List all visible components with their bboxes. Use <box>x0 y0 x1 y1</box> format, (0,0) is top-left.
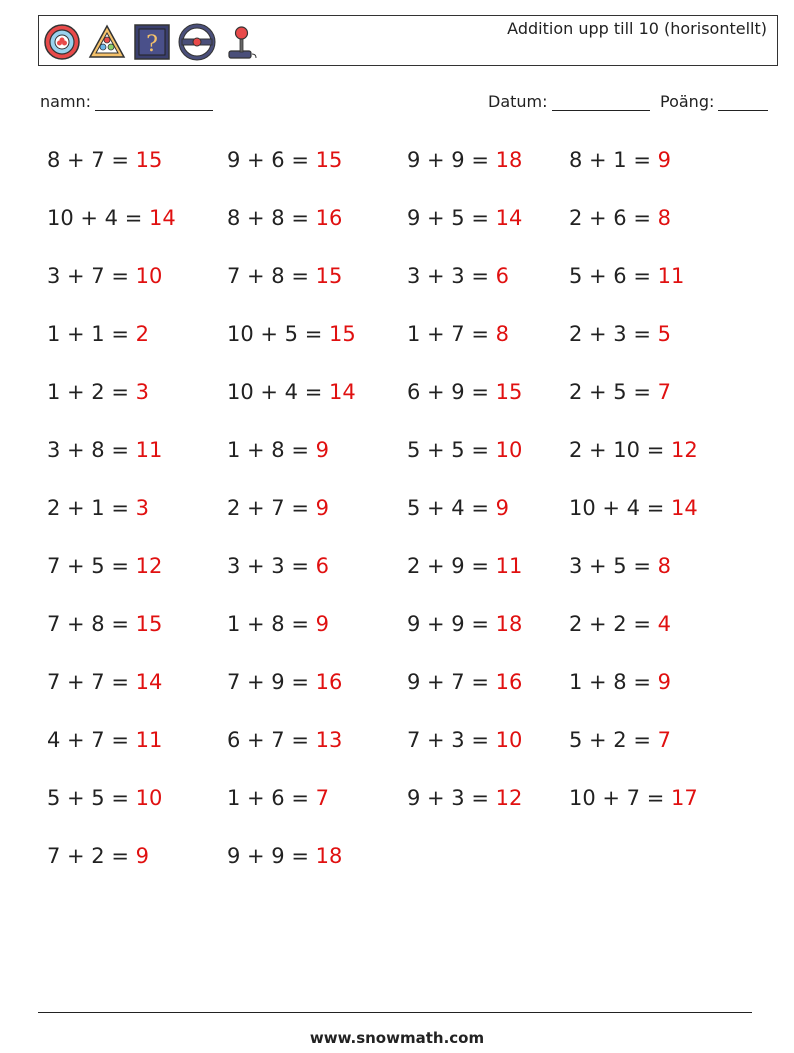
problem-question: 9 + 3 = <box>407 786 496 810</box>
header-box <box>38 15 778 66</box>
problem-answer: 15 <box>315 148 343 172</box>
problem-question: 2 + 2 = <box>569 612 658 636</box>
problem-question: 9 + 9 = <box>407 148 496 172</box>
problem-item <box>227 728 342 752</box>
problem-question: 6 + 9 = <box>407 380 496 404</box>
problem-item <box>47 206 176 230</box>
problem-item <box>569 438 698 462</box>
problem-answer: 12 <box>670 438 698 462</box>
problem-question: 5 + 2 = <box>569 728 658 752</box>
problem-question: 3 + 8 = <box>47 438 136 462</box>
problem-answer: 5 <box>657 322 671 346</box>
problem-question: 2 + 1 = <box>47 496 136 520</box>
problem-item <box>407 438 522 462</box>
problem-item <box>407 148 522 172</box>
joystick-icon <box>223 23 261 61</box>
problem-item <box>47 264 162 288</box>
problem-question: 8 + 7 = <box>47 148 136 172</box>
date-blank[interactable] <box>552 94 650 111</box>
problem-answer: 9 <box>657 670 671 694</box>
problem-question: 7 + 2 = <box>47 844 136 868</box>
problem-answer: 13 <box>315 728 343 752</box>
problem-item <box>407 612 522 636</box>
problem-answer: 9 <box>315 612 329 636</box>
mystery-box-icon <box>133 23 171 61</box>
problem-question: 1 + 6 = <box>227 786 316 810</box>
problem-answer: 18 <box>315 844 343 868</box>
problem-answer: 18 <box>495 148 523 172</box>
problem-answer: 11 <box>135 438 163 462</box>
problem-item <box>47 786 162 810</box>
problem-answer: 6 <box>315 554 329 578</box>
problem-answer: 15 <box>495 380 523 404</box>
problem-answer: 7 <box>657 380 671 404</box>
problem-answer: 16 <box>495 670 523 694</box>
problem-question: 1 + 1 = <box>47 322 136 346</box>
problem-question: 2 + 5 = <box>569 380 658 404</box>
problem-question: 2 + 3 = <box>569 322 658 346</box>
svg-text:?: ? <box>146 32 158 57</box>
problem-item <box>407 786 522 810</box>
problem-answer: 3 <box>135 380 149 404</box>
problem-question: 4 + 7 = <box>47 728 136 752</box>
problem-item <box>569 148 671 172</box>
problem-question: 7 + 3 = <box>407 728 496 752</box>
problem-item <box>227 206 342 230</box>
problem-item <box>47 438 162 462</box>
problem-question: 7 + 8 = <box>47 612 136 636</box>
score-field <box>660 92 768 111</box>
problem-question: 10 + 4 = <box>47 206 149 230</box>
problem-answer: 3 <box>135 496 149 520</box>
problem-item <box>407 322 509 346</box>
problem-item <box>47 554 162 578</box>
problem-answer: 15 <box>315 264 343 288</box>
poker-chip-icon <box>43 23 81 61</box>
billiard-rack-icon <box>88 23 126 61</box>
problem-item <box>569 554 671 578</box>
problem-answer: 14 <box>495 206 523 230</box>
problem-answer: 12 <box>135 554 163 578</box>
problem-answer: 9 <box>657 148 671 172</box>
problem-answer: 14 <box>135 670 163 694</box>
problem-question: 7 + 9 = <box>227 670 316 694</box>
problem-item <box>227 786 329 810</box>
problem-question: 3 + 3 = <box>407 264 496 288</box>
problem-question: 6 + 7 = <box>227 728 316 752</box>
problem-item <box>47 670 162 694</box>
name-field <box>40 92 213 111</box>
problem-question: 9 + 6 = <box>227 148 316 172</box>
problem-question: 3 + 3 = <box>227 554 316 578</box>
problem-item <box>47 148 162 172</box>
problem-item <box>227 554 329 578</box>
problem-answer: 6 <box>495 264 509 288</box>
problem-question: 2 + 9 = <box>407 554 496 578</box>
problem-question: 2 + 10 = <box>569 438 671 462</box>
problem-question: 5 + 5 = <box>407 438 496 462</box>
problem-item <box>47 728 162 752</box>
problem-answer: 14 <box>328 380 356 404</box>
problem-item <box>407 264 509 288</box>
problem-item <box>407 496 509 520</box>
problem-item <box>227 612 329 636</box>
worksheet-title: Addition upp till 10 (horisontellt) <box>507 19 767 38</box>
problem-answer: 14 <box>148 206 176 230</box>
problem-question: 10 + 4 = <box>569 496 671 520</box>
problem-item <box>569 728 671 752</box>
problem-answer: 10 <box>135 786 163 810</box>
problem-question: 1 + 7 = <box>407 322 496 346</box>
problem-item <box>407 554 522 578</box>
problem-answer: 9 <box>495 496 509 520</box>
problem-item <box>47 496 149 520</box>
problem-question: 10 + 4 = <box>227 380 329 404</box>
problem-question: 1 + 8 = <box>227 612 316 636</box>
problem-answer: 15 <box>328 322 356 346</box>
problem-question: 5 + 4 = <box>407 496 496 520</box>
problem-item <box>569 670 671 694</box>
problem-answer: 9 <box>315 496 329 520</box>
problem-item <box>569 380 671 404</box>
problem-item <box>47 844 149 868</box>
problem-item <box>47 380 149 404</box>
problem-answer: 9 <box>315 438 329 462</box>
problem-item <box>47 612 162 636</box>
problem-item <box>47 322 149 346</box>
score-blank[interactable] <box>718 94 768 111</box>
problem-question: 7 + 5 = <box>47 554 136 578</box>
problem-answer: 12 <box>495 786 523 810</box>
problem-question: 9 + 9 = <box>407 612 496 636</box>
problem-answer: 4 <box>657 612 671 636</box>
problem-item <box>227 496 329 520</box>
date-field <box>488 92 650 111</box>
problem-question: 3 + 5 = <box>569 554 658 578</box>
problem-question: 5 + 5 = <box>47 786 136 810</box>
problem-question: 10 + 5 = <box>227 322 329 346</box>
problem-item <box>407 206 522 230</box>
problem-answer: 11 <box>135 728 163 752</box>
problem-item <box>407 728 522 752</box>
problem-question: 9 + 7 = <box>407 670 496 694</box>
problem-item <box>227 148 342 172</box>
steering-wheel-icon <box>178 23 216 61</box>
problem-question: 7 + 8 = <box>227 264 316 288</box>
problem-item <box>227 438 329 462</box>
problem-answer: 10 <box>495 728 523 752</box>
problem-item <box>227 844 342 868</box>
problem-item <box>227 264 342 288</box>
name-blank[interactable] <box>95 94 213 111</box>
problem-item <box>569 786 698 810</box>
problem-question: 5 + 6 = <box>569 264 658 288</box>
problem-question: 9 + 5 = <box>407 206 496 230</box>
problem-answer: 15 <box>135 148 163 172</box>
problem-item <box>569 322 671 346</box>
problem-answer: 15 <box>135 612 163 636</box>
problem-answer: 7 <box>315 786 329 810</box>
problem-question: 1 + 8 = <box>569 670 658 694</box>
problem-question: 1 + 2 = <box>47 380 136 404</box>
problem-answer: 11 <box>495 554 523 578</box>
problem-item <box>407 670 522 694</box>
footer-url[interactable]: www.snowmath.com <box>309 1029 485 1047</box>
problem-answer: 8 <box>657 554 671 578</box>
problem-question: 10 + 7 = <box>569 786 671 810</box>
problem-item <box>227 322 356 346</box>
problem-answer: 17 <box>670 786 698 810</box>
problem-question: 8 + 1 = <box>569 148 658 172</box>
problem-question: 8 + 8 = <box>227 206 316 230</box>
problem-question: 9 + 9 = <box>227 844 316 868</box>
problem-answer: 8 <box>495 322 509 346</box>
problem-item <box>569 496 698 520</box>
problem-answer: 8 <box>657 206 671 230</box>
problem-question: 3 + 7 = <box>47 264 136 288</box>
problem-item <box>227 380 356 404</box>
problem-item <box>227 670 342 694</box>
problem-item <box>407 380 522 404</box>
name-label: namn: <box>40 92 92 111</box>
footer-divider <box>38 1012 752 1013</box>
problem-answer: 18 <box>495 612 523 636</box>
problem-item <box>569 264 684 288</box>
problem-item <box>569 206 671 230</box>
problem-answer: 10 <box>495 438 523 462</box>
problem-answer: 2 <box>135 322 149 346</box>
problem-question: 2 + 6 = <box>569 206 658 230</box>
problem-answer: 7 <box>657 728 671 752</box>
problem-answer: 11 <box>657 264 685 288</box>
score-label: Poäng: <box>660 92 715 111</box>
date-label: Datum: <box>488 92 548 111</box>
problem-question: 1 + 8 = <box>227 438 316 462</box>
problem-answer: 16 <box>315 670 343 694</box>
icon-strip <box>43 21 261 63</box>
problem-answer: 16 <box>315 206 343 230</box>
problem-question: 2 + 7 = <box>227 496 316 520</box>
problem-answer: 10 <box>135 264 163 288</box>
problem-question: 7 + 7 = <box>47 670 136 694</box>
problem-item <box>569 612 671 636</box>
problem-answer: 14 <box>670 496 698 520</box>
problem-answer: 9 <box>135 844 149 868</box>
